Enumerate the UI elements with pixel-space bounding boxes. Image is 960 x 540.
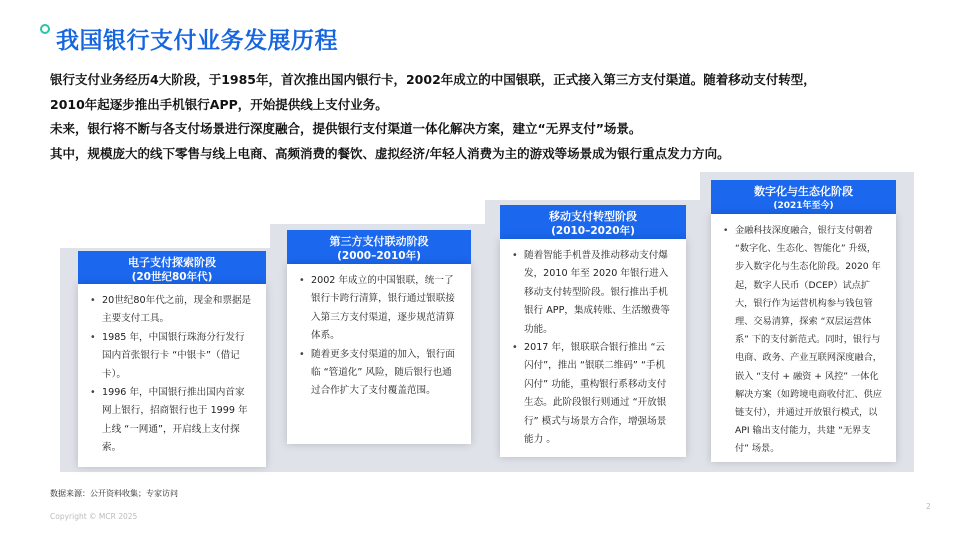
intro-text	[50, 68, 930, 166]
stage-card	[500, 239, 686, 457]
stage-item: • 1996 年，中国银行推出国内首家网上银行，招商银行也于 1999 年上线 “一网通”，开启线上支付探索。	[88, 384, 254, 458]
intro-line: 未来，银行将不断与各支付场景进行深度融合，提供银行支付渠道一体化解决方案，建立“无界支付”场景。	[50, 121, 642, 136]
page-title: 我国银行支付业务发展历程	[56, 28, 338, 54]
stage-card	[78, 284, 266, 467]
stage-card	[287, 264, 471, 444]
stage-period: (2000–2010年)	[337, 250, 421, 262]
intro-line: 2010年起逐步推出手机银行APP，开始提供线上支付业务。	[50, 96, 388, 112]
stage-title: 移动支付转型阶段	[549, 210, 637, 223]
data-source-note: 数据来源：公开资料收集；专家访问	[50, 489, 178, 498]
stage-item: • 2017 年，银联联合银行推出 “云闪付”，推出 “银联二维码” “手机闪付” 功能，重构银行系移动支付生态。此阶段银行则通过 “开放银行” 模式与场景方合作，增强场景能力 。	[510, 339, 674, 449]
stage-header	[78, 251, 266, 284]
stage-header	[287, 230, 471, 264]
stage-card	[711, 214, 896, 462]
stage-item: • 随着更多支付渠道的加入，银行面临 “管道化” 风险，随后银行也通过合作扩大了支付覆盖范围。	[297, 346, 459, 401]
stage-item: • 随着智能手机普及推动移动支付爆发，2010 年至 2020 年银行进入移动支付转型阶段。银行推出手机银行 APP，集成转账、生活缴费等功能。	[510, 247, 674, 339]
intro-line: 银行支付业务经历4大阶段，于1985年，首次推出国内银行卡，2002年成立的中国银联，正式接入第三方支付渠道。随着移动支付转型，	[50, 72, 816, 87]
stage-title: 第三方支付联动阶段	[329, 235, 429, 248]
stage-item: • 金融科技深度融合，银行支付朝着 “数字化、生态化、智能化” 升级，步入数字化与生态化阶段。2020 年起，数字人民币（DCEP）试点扩大，银行作为运营机构参与钱包管理、交易清算，探索 “双层运营体系” 下的支付新范式。同时，银行与电商、政务、产业互联网深度融合，嵌入 “支付 + 融资 + 风控” 一体化解决方案（如跨境电商收付汇、供应链支付），并通过开放银行模式，以 API 输出支付能力，共建 “无界支付” 场景。	[721, 222, 884, 459]
stage-item: • 2002 年成立的中国银联，统一了银行卡跨行清算，银行通过银联接入第三方支付渠道，逐步规范清算体系。	[297, 272, 459, 346]
stage-header	[500, 205, 686, 239]
stage-header	[711, 180, 896, 214]
stage-period: (2021年至今)	[773, 201, 834, 211]
title-bullet-icon	[40, 24, 50, 34]
stage-title: 数字化与生态化阶段	[754, 185, 853, 198]
stage-item: • 20世纪80年代之前，现金和票据是主要支付工具。	[88, 292, 254, 329]
stage-title: 电子支付探索阶段	[128, 256, 216, 269]
copyright: Copyright © MCR 2025	[50, 512, 138, 521]
stage-period: (20世纪80年代)	[131, 271, 213, 283]
stage-item: • 1985 年，中国银行珠海分行发行国内首张银行卡 “中银卡”（借记卡）。	[88, 329, 254, 384]
page-number: 2	[926, 502, 931, 511]
stage-period: (2010–2020年)	[551, 225, 635, 237]
intro-line: 其中，规模庞大的线下零售与线上电商、高频消费的餐饮、虚拟经济/年轻人消费为主的游戏等场景成为银行重点发力方向。	[50, 145, 730, 161]
